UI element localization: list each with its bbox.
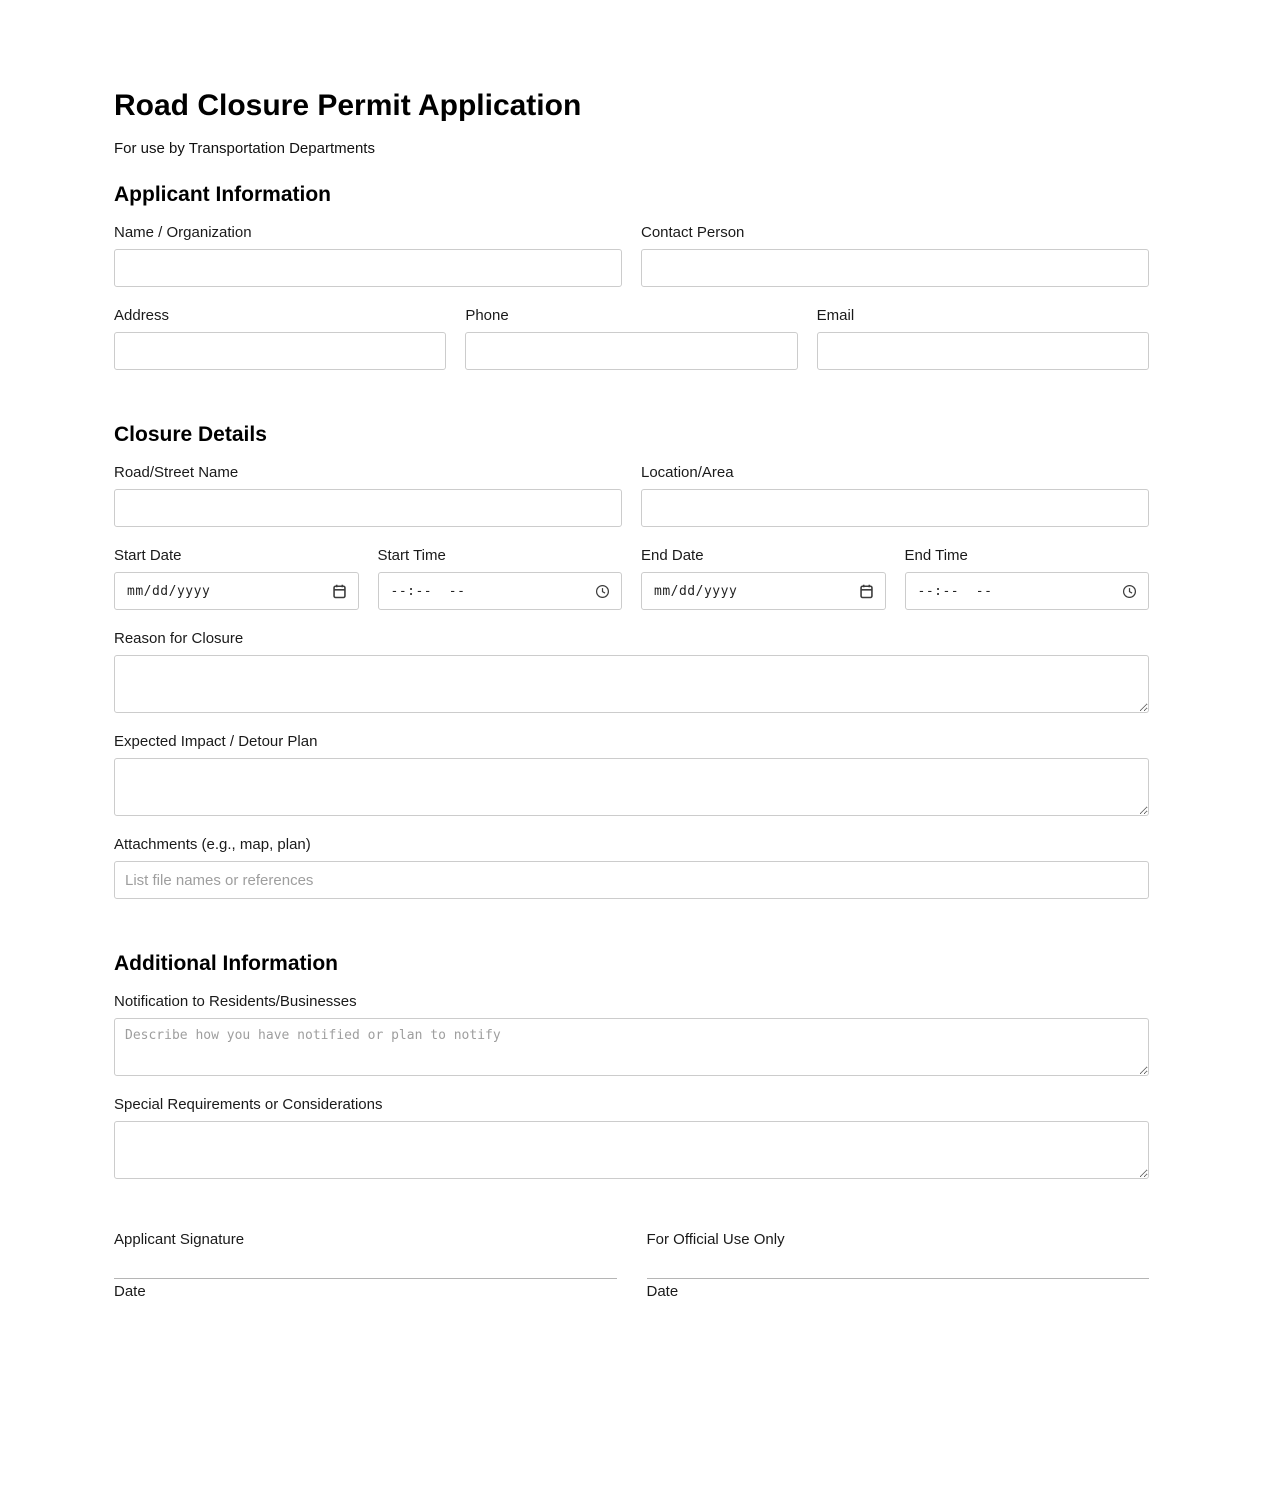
name-organization-label: Name / Organization: [114, 224, 252, 241]
field-end-time: [905, 547, 1150, 610]
start-time-label: Start Time: [377, 547, 446, 564]
contact-person-label: Contact Person: [641, 224, 745, 241]
end-time-label: End Time: [904, 547, 968, 564]
phone-label: Phone: [465, 307, 509, 324]
calendar-icon[interactable]: [859, 584, 874, 599]
field-special-requirements: [114, 1096, 1149, 1179]
calendar-icon[interactable]: [332, 584, 347, 599]
start-time-input[interactable]: [378, 572, 623, 610]
official-use-label: For Official Use Only: [646, 1231, 785, 1248]
road-closure-permit-form: [114, 0, 1149, 1461]
closure-row-1: [114, 464, 1149, 527]
reason-for-closure-textarea[interactable]: [114, 655, 1149, 713]
address-input[interactable]: [114, 332, 446, 370]
attachments-label: Attachments (e.g., map, plan): [114, 836, 311, 853]
phone-input[interactable]: [465, 332, 797, 370]
end-date-label: End Date: [641, 547, 704, 564]
notification-label: Notification to Residents/Businesses: [114, 993, 357, 1010]
end-date-input[interactable]: [641, 572, 886, 610]
email-input[interactable]: [817, 332, 1149, 370]
clock-icon[interactable]: [595, 584, 610, 599]
contact-person-input[interactable]: [641, 249, 1149, 287]
field-notification: [114, 993, 1149, 1076]
field-reason-for-closure: [114, 630, 1149, 713]
page-title: Road Closure Permit Application: [114, 89, 582, 122]
signature-section: [114, 1231, 1149, 1301]
field-road-street-name: [114, 464, 622, 527]
field-address: [114, 307, 446, 370]
reason-for-closure-label: Reason for Closure: [114, 630, 244, 647]
end-date-value: mm/dd/yyyy: [654, 583, 738, 599]
notification-textarea[interactable]: [114, 1018, 1149, 1076]
field-location-area: [641, 464, 1149, 527]
road-street-name-input[interactable]: [114, 489, 622, 527]
applicant-date-label: Date: [114, 1283, 146, 1300]
attachments-input[interactable]: [114, 861, 1149, 899]
clock-icon[interactable]: [1122, 584, 1137, 599]
field-expected-impact: [114, 733, 1149, 816]
expected-impact-textarea[interactable]: [114, 758, 1149, 816]
field-start-date: [114, 547, 359, 610]
field-phone: [465, 307, 797, 370]
section-heading-additional-information: Additional Information: [114, 952, 338, 975]
road-street-name-label: Road/Street Name: [114, 464, 239, 481]
start-date-input[interactable]: [114, 572, 359, 610]
closure-datetime-row: [114, 547, 1149, 610]
start-date-label: Start Date: [114, 547, 182, 564]
section-heading-applicant-information: Applicant Information: [114, 183, 331, 206]
name-organization-input[interactable]: [114, 249, 622, 287]
location-area-label: Location/Area: [641, 464, 734, 481]
applicant-row-2: [114, 307, 1149, 370]
applicant-row-1: [114, 224, 1149, 287]
applicant-signature-label: Applicant Signature: [114, 1231, 245, 1248]
field-email: [817, 307, 1149, 370]
end-time-value: --:-- --: [917, 583, 993, 599]
start-date-value: mm/dd/yyyy: [127, 583, 211, 599]
email-label: Email: [816, 307, 855, 324]
special-requirements-label: Special Requirements or Considerations: [114, 1096, 383, 1113]
address-label: Address: [114, 307, 170, 324]
special-requirements-textarea[interactable]: [114, 1121, 1149, 1179]
field-contact-person: [641, 224, 1149, 287]
field-name-organization: [114, 224, 622, 287]
field-attachments: [114, 836, 1149, 899]
field-start-time: [378, 547, 623, 610]
location-area-input[interactable]: [641, 489, 1149, 527]
official-date-label: Date: [646, 1283, 679, 1300]
expected-impact-label: Expected Impact / Detour Plan: [114, 733, 318, 750]
start-time-value: --:-- --: [390, 583, 466, 599]
section-heading-closure-details: Closure Details: [114, 423, 267, 446]
official-use-block: [647, 1231, 1150, 1301]
field-end-date: [641, 547, 886, 610]
end-time-input[interactable]: [905, 572, 1150, 610]
applicant-signature-block: [114, 1231, 617, 1301]
page-subtitle: For use by Transportation Departments: [114, 140, 375, 157]
